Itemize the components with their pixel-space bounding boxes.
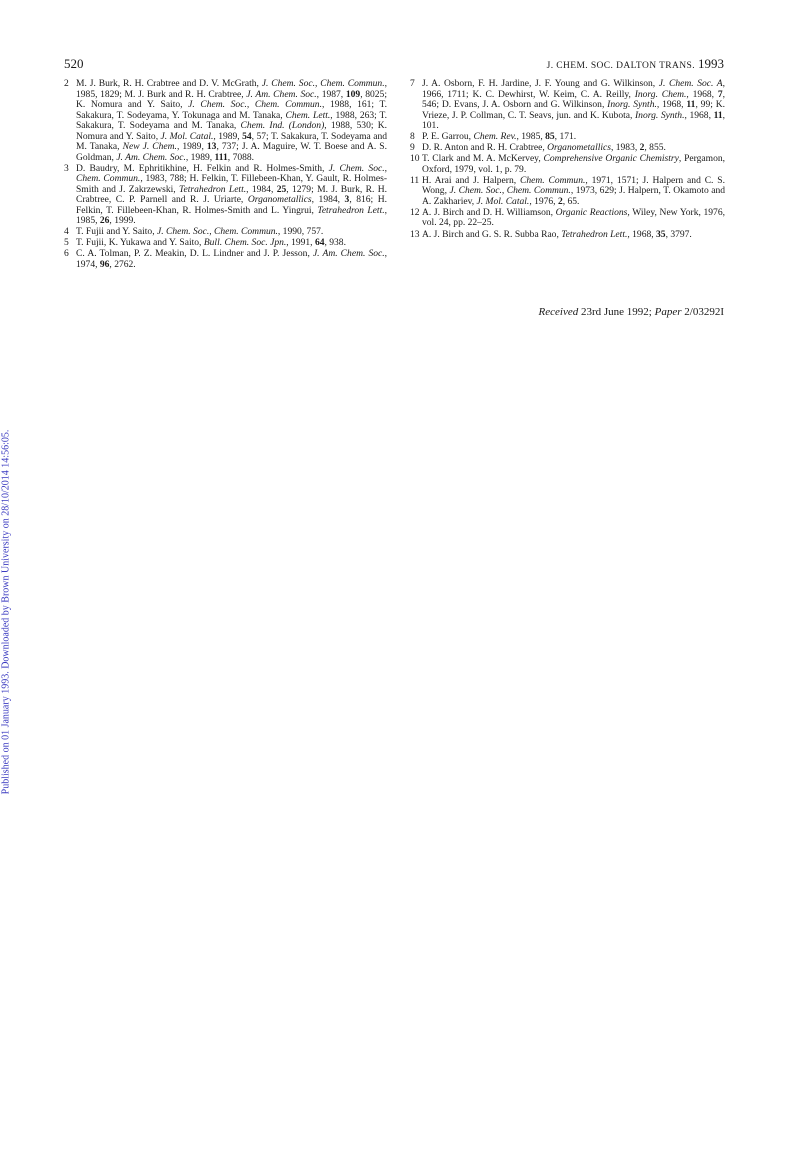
page-number: 520 [64, 56, 84, 71]
reference-number: 6 [64, 248, 69, 260]
citation-text: , 1968, [627, 228, 657, 240]
volume-number: 26 [99, 215, 110, 227]
citation-text: , 8025; K. Nomura and Y. Saito, [76, 88, 387, 110]
volume-number: 96 [99, 258, 110, 270]
citation-text: D. Baudry, M. Ephritikhine, H. Felkin and R. Holmes-Smith, [76, 162, 329, 174]
citation-text: , 1968, [684, 109, 714, 121]
received-date: 23rd June 1992; [580, 306, 652, 318]
citation-text: P. E. Garrou, [422, 131, 474, 143]
journal-title: Inorg. Chem. [634, 88, 687, 100]
reference-text [422, 208, 725, 229]
reference-text [422, 154, 725, 175]
citation-text: , 1984, [246, 183, 277, 195]
journal-title: Inorg. Synth. [607, 99, 657, 110]
reference-text [76, 164, 387, 227]
reference-item [410, 230, 725, 241]
volume-number: 7 [717, 88, 723, 100]
citation-text: , 1990, 757. [277, 226, 324, 238]
citation-text: , 1999. [109, 215, 136, 227]
journal-title: J. Chem. Soc. A [658, 78, 723, 89]
citation-text: D. R. Anton and R. H. Crabtree, [422, 142, 548, 154]
journal-title: Chem. Ind. (London) [240, 120, 325, 131]
citation-text: , 1983, 788; H. Felkin, T. Fillebeen-Khan, Y. Gault, R. Holmes-Smith and J. Zakrzewski, [76, 173, 387, 195]
reference-text [76, 249, 387, 270]
citation-text: M. J. Burk, R. H. Crabtree and D. V. McGrath, [76, 78, 262, 89]
journal-title: J. Chem. Soc., Chem. Commun. [188, 99, 322, 110]
reference-item [64, 164, 387, 227]
reference-number: 8 [410, 131, 415, 143]
citation-text: , 1991, [286, 237, 315, 249]
reference-item [410, 132, 725, 143]
citation-text: , 1988, 263; T. Sakakura, T. Sodeyama and M. Tanaka, [76, 109, 387, 131]
citation-text: , 1985, [76, 204, 388, 227]
citation-text: , 1968, [686, 88, 718, 100]
reference-item [64, 79, 387, 163]
citation-text: , 1968, [656, 99, 687, 110]
volume-number: 54 [242, 130, 252, 142]
volume-number: 11 [713, 109, 723, 121]
reference-text [76, 227, 387, 238]
volume-number: 35 [656, 228, 666, 240]
citation-text: , 57; T. Sakakura, T. Sodeyama and M. Tanaka, [76, 130, 387, 152]
journal-title: J. Chem. Soc., Chem. Commun. [449, 185, 571, 197]
journal-title: J. Am. Chem. Soc. [312, 248, 385, 260]
volume-number: 64 [314, 237, 325, 249]
citation-text: , 855. [644, 142, 666, 154]
reference-text [422, 79, 725, 132]
reference-text [422, 143, 725, 154]
citation-text: , 737; J. A. Maguire, W. T. Boese and A. S. Goldman, [76, 141, 388, 163]
reference-item [410, 143, 725, 154]
reference-item [410, 176, 725, 208]
journal-title: Chem. Commun. [519, 174, 586, 186]
citation-text: , 546; D. Evans, J. A. Osborn and G. Wilkinson, [422, 88, 726, 110]
paper-label: Paper [654, 306, 682, 318]
references-right-column [410, 79, 725, 241]
journal-title: Organic Reactions [555, 206, 628, 218]
reference-item [64, 238, 387, 249]
citation-text: , 1987, [316, 88, 346, 100]
journal-name: J. CHEM. SOC. DALTON TRANS. [546, 61, 695, 71]
citation-text: , 1983, [610, 142, 640, 154]
reference-text [76, 79, 387, 163]
citation-text: , 1985, [516, 131, 546, 143]
journal-title: J. Am. Chem. Soc. [246, 88, 317, 100]
citation-text: , 1988, 161; T. Sakakura, T. Sodeyama, Y. Tokunaga and M. Tanaka, [76, 99, 387, 121]
volume-number: 3 [344, 194, 350, 206]
citation-text: J. A. Osborn, F. H. Jardine, J. F. Young and G. Wilkinson, [422, 78, 659, 89]
volume-number: 11 [686, 99, 696, 110]
journal-title: J. Mol. Catal. [476, 195, 530, 207]
journal-title: Chem. Lett. [285, 109, 331, 121]
citation-text: A. J. Birch and D. H. Williamson, [422, 206, 556, 218]
reference-text [422, 230, 725, 241]
volume-number: 25 [276, 183, 287, 195]
reference-item [410, 154, 725, 175]
volume-number: 85 [545, 131, 555, 143]
journal-title: J. Am. Chem. Soc. [116, 151, 186, 163]
reference-number: 10 [410, 153, 420, 165]
reference-number: 3 [64, 162, 69, 174]
citation-text: , 1976, [529, 195, 558, 207]
volume-number: 13 [206, 141, 217, 152]
journal-title: Organometallics [547, 142, 611, 154]
received-line [539, 306, 724, 318]
journal-header [547, 56, 724, 72]
reference-number: 9 [410, 142, 415, 154]
citation-text: A. J. Birch and G. S. R. Subba Rao, [422, 228, 562, 240]
citation-text: , 1989, [213, 130, 243, 142]
journal-title: J. Mol. Catal. [160, 130, 214, 142]
citation-text: T. Fujii, K. Yukawa and Y. Saito, [76, 237, 204, 249]
reference-number: 2 [64, 78, 69, 89]
citation-text: , 1279; M. J. Burk, R. H. Crabtree, C. P. Parnell and R. J. Uriarte, [76, 183, 387, 206]
journal-title: Bull. Chem. Soc. Jpn. [203, 237, 287, 249]
citation-text: , 938. [324, 237, 346, 249]
citation-text: , Pergamon, Oxford, 1979, vol. 1, p. 79. [422, 153, 726, 175]
journal-title: Comprehensive Organic Chemistry [543, 153, 679, 165]
reference-number: 12 [410, 206, 420, 218]
reference-text [76, 238, 387, 249]
journal-year: 1993 [698, 56, 724, 71]
journal-title: Chem. Rev. [473, 131, 517, 143]
reference-item [64, 227, 387, 238]
paper-id: 2/03292I [684, 306, 724, 318]
journal-title: J. Chem. Soc., Chem. Commun. [156, 226, 278, 238]
reference-item [410, 208, 725, 229]
reference-number: 7 [410, 78, 415, 89]
reference-number: 13 [410, 228, 420, 240]
citation-text: , 99; K. Vrieze, J. P. Collman, C. T. Seavs, jun. and K. Kubota, [422, 99, 725, 121]
citation-text: , 1989, [176, 141, 207, 152]
references-left-column [64, 79, 387, 271]
watermark-text: Published on 01 January 1993. Downloaded by Brown University on 28/10/2014 14:56:05. [0, 429, 12, 795]
citation-text: , 1988, 530; K. Nomura and Y. Saito, [76, 120, 387, 142]
received-label: Received [538, 306, 579, 318]
citation-text: C. A. Tolman, P. Z. Meakin, D. L. Lindner and J. P. Jesson, [76, 248, 313, 260]
journal-title: Inorg. Synth. [635, 109, 685, 121]
reference-number: 5 [64, 237, 69, 249]
reference-number: 4 [64, 226, 69, 238]
journal-title: Organometallics [247, 194, 312, 206]
reference-text [422, 132, 725, 143]
journal-title: Tetrahedron Lett. [317, 204, 385, 216]
citation-text: , 65. [562, 195, 580, 207]
citation-text: , 1966, 1711; K. C. Dewhirst, W. Keim, C. A. Reilly, [422, 78, 726, 100]
citation-text: , 3797. [665, 228, 692, 240]
citation-text: , 1971, 1571; J. Halpern and C. S. Wong, [422, 174, 725, 197]
journal-title: Tetrahedron Lett. [561, 228, 628, 240]
volume-number: 2 [557, 195, 563, 207]
volume-number: 109 [345, 88, 361, 100]
reference-number: 11 [410, 174, 420, 186]
citation-text: , Wiley, New York, 1976, vol. 24, pp. 22–25. [422, 206, 725, 229]
citation-text: , 171. [554, 131, 577, 143]
citation-text: , 1989, [185, 151, 215, 163]
citation-text: , 2762. [109, 258, 136, 270]
citation-text: H. Arai and J. Halpern, [422, 174, 520, 186]
citation-text: T. Fujii and Y. Saito, [76, 226, 157, 238]
volume-number: 111 [214, 151, 228, 163]
journal-title: J. Chem. Soc., Chem. Commun. [76, 162, 387, 185]
citation-text: , 1984, [311, 194, 345, 206]
citation-text: , 7088. [227, 151, 255, 163]
citation-text: , 816; H. Felkin, T. Fillebeen-Khan, R. Holmes-Smith and L. Yingrui, [76, 194, 387, 216]
citation-text: , 1973, 629; J. Halpern, T. Okamoto and A. Zakhariev, [422, 185, 726, 207]
journal-title: Tetrahedron Lett. [179, 183, 247, 195]
citation-text: , 1974, [76, 248, 388, 270]
journal-title: J. Chem. Soc., Chem. Commun. [261, 78, 385, 89]
reference-item [64, 249, 387, 270]
citation-text: T. Clark and M. A. McKervey, [422, 153, 544, 165]
reference-text [422, 176, 725, 208]
citation-text: , 1985, 1829; M. J. Burk and R. H. Crabtree, [76, 78, 387, 100]
volume-number: 2 [639, 142, 645, 154]
journal-title: New J. Chem. [122, 141, 177, 152]
reference-item [410, 79, 725, 132]
citation-text: , 101. [422, 109, 725, 131]
